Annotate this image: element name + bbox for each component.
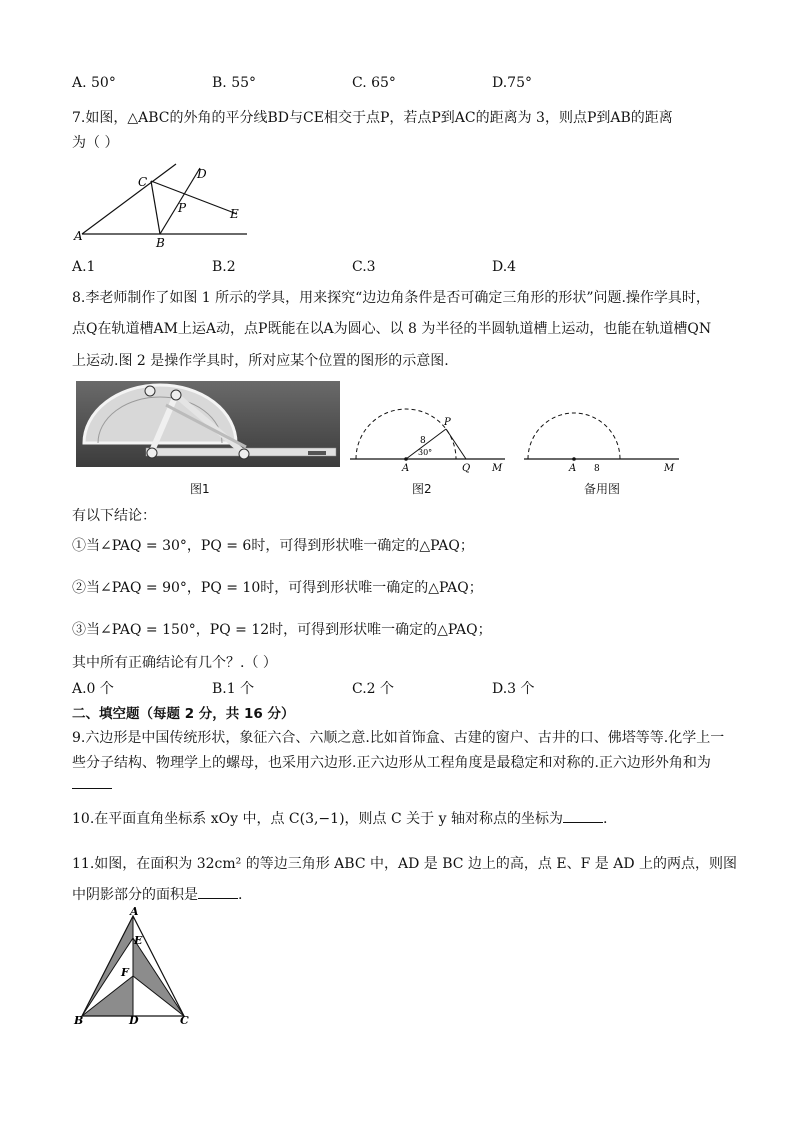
q8-option-a: A.0 个 [72,681,114,697]
q7-label-p: P [178,201,187,215]
q11-label-e: E [134,934,143,947]
q7-option-b: B.2 [212,259,236,275]
q8-figure2 [350,405,510,473]
fig1-caption: 图1 [190,482,210,496]
q8-figure3 [524,405,684,473]
q6-option-d: D.75° [492,75,532,91]
q8-intro: 有以下结论： [72,508,156,524]
q7-option-a: A.1 [72,259,96,275]
q7-line2: 为（ ） [72,135,119,151]
q11-answer-blank[interactable] [198,886,238,899]
q11-label-f: F [121,966,129,979]
q11-label-a: A [130,906,139,918]
q7-label-a: A [74,229,83,243]
q8-conclusion-3: ③当∠PAQ = 150°，PQ = 12时，可得到形状唯一确定的△PAQ； [72,622,492,638]
q7-label-b: B [156,236,165,250]
q11-line2: 中阴影部分的面积是 . [72,887,243,903]
q8-option-c: C.2 个 [352,681,395,697]
fig2-label-q: Q [462,463,471,473]
fig2-label-a: A [402,463,410,473]
q7-line-cb [151,181,160,234]
q8-line1: 8.李老师制作了如图 1 所示的学具，用来探究“边边角条件是否可确定三角形的形状”问题.操作学具时， [72,290,710,306]
q9-line2: 些分子结构、物理学上的螺母，也采用六边形.正六边形从工程角度是最稳定和对称的.正六边形外角和为 [72,755,711,771]
q7-option-d: D.4 [492,259,517,275]
q7-label-c: C [138,175,148,189]
q10-line: 10.在平面直角坐标系 xOy 中，点 C(3,−1)，则点 C 关于 y 轴对称点的坐标为 . [72,811,608,827]
fig2-label-m: M [492,463,503,473]
pin-n [145,386,155,396]
q8-conclusion-1: ①当∠PAQ = 30°，PQ = 6时，可得到形状唯一确定的△PAQ； [72,538,474,554]
q11-text: 中阴影部分的面积是 [72,887,198,903]
q7-figure [72,160,252,250]
fig2-semicircle [356,409,456,459]
pin-p [171,390,181,400]
pin-a [147,448,157,458]
q8-conclusion-2: ②当∠PAQ = 90°，PQ = 10时，可得到形状唯一确定的△PAQ； [72,580,483,596]
q8-option-d: D.3 个 [492,681,535,697]
q8-question: 其中所有正确结论有几个？.（ ） [72,655,277,671]
q8-options [72,678,722,698]
fig3-caption: 备用图 [584,482,621,496]
fig3-label-m: M [664,463,675,473]
q8-option-b: B.1 个 [212,681,255,697]
section-fill-in-title: 二、填空题（每题 2 分，共 16 分） [72,706,295,722]
q7-line1: 7.如图，△ABC的外角的平分线BD与CE相交于点P，若点P到AC的距离为 3，则点P到AB的距离 [72,110,673,126]
fig2-label-p: P [444,417,451,428]
q6-option-b: B. 55° [212,75,257,91]
fig2-label-angle: 30° [418,448,433,457]
q11-figure [72,906,197,1028]
q11-line1: 11.如图，在面积为 32cm² 的等边三角形 ABC 中，AD 是 BC 边上的高，点 E、F 是 AD 上的两点，则图 [72,856,737,872]
fig3-semicircle [528,413,620,459]
q11-label-c: C [180,1014,189,1027]
q10-text: 10.在平面直角坐标系 xOy 中，点 C(3,−1)，则点 C 关于 y 轴对称点的坐标为 [72,811,563,827]
q10-answer-blank[interactable] [563,810,603,823]
q8-line2: 点Q在轨道槽AM上运A动，点P既能在以A为圆心、以 8 为半径的半圆轨道槽上运动，也能在轨道槽QN [72,321,712,337]
q6-option-a: A. 50° [72,75,116,91]
q8-line3: 上运动.图 2 是操作学具时，所对应某个位置的图形的示意图. [72,353,449,369]
q7-options [72,259,722,279]
q9-answer-blank[interactable] [72,776,112,793]
fig2-label-8: 8 [420,436,426,446]
q7-line-ac [82,164,176,234]
q11-label-d: D [129,1014,139,1027]
fig2-caption: 图2 [412,482,432,496]
fig3-label-a: A [569,463,577,473]
q6-option-c: C. 65° [352,75,396,91]
end-marker [308,451,326,455]
fig3-label-8: 8 [594,464,600,473]
q11-label-b: B [74,1014,84,1027]
q7-line-ce [151,181,237,214]
fig3-point-a [572,457,576,461]
pin-q [239,449,249,459]
q9-line1: 9.六边形是中国传统形状，象征六合、六顺之意.比如首饰盒、古建的窗户、古井的口、佛塔等等.化学上一 [72,730,725,746]
fig2-line-pq [446,429,466,459]
q7-label-e: E [230,207,239,221]
q7-label-d: D [197,167,207,181]
q6-options [72,75,722,95]
q8-figure1-photo [76,381,340,467]
fig2-point-a [404,457,408,461]
q7-option-c: C.3 [352,259,376,275]
